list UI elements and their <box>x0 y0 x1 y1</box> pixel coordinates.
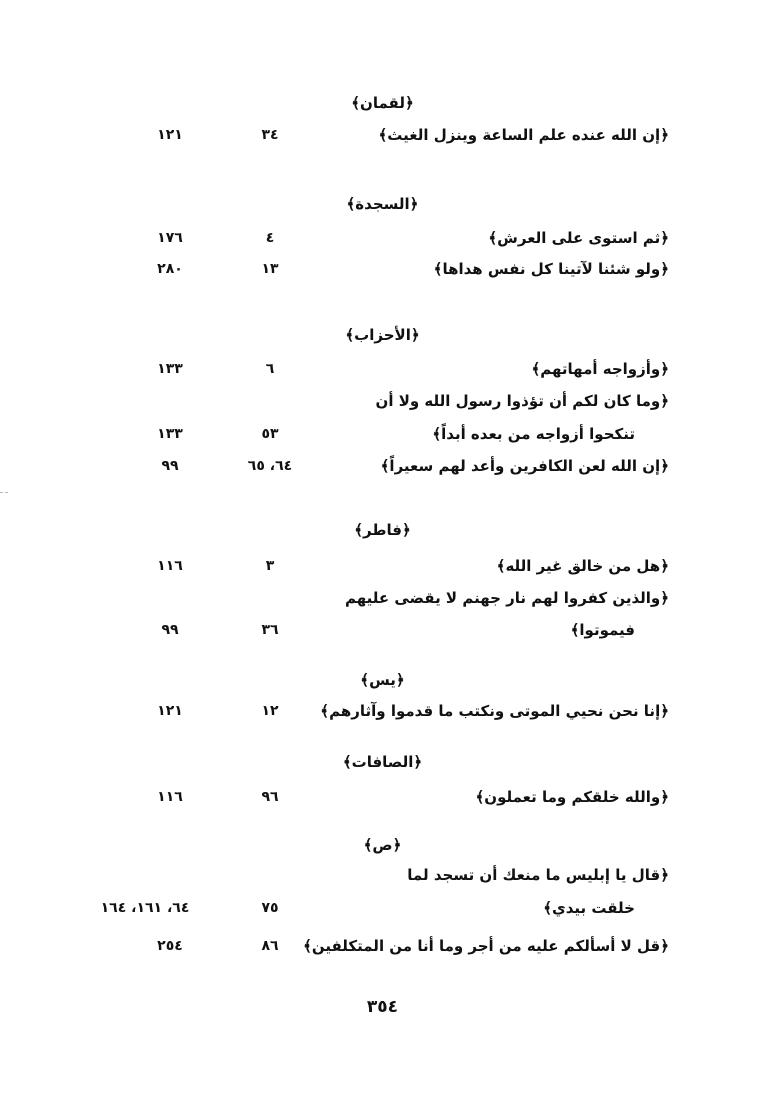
verse-row <box>0 358 765 380</box>
page-reference: ٦٤، ١٦١، ١٦٤ <box>100 900 190 916</box>
page-reference: ١١٦ <box>157 789 183 805</box>
margin-mark <box>0 492 8 493</box>
aya-number: ١٢ <box>261 703 279 719</box>
page-reference: ١٣٣ <box>157 426 183 442</box>
page-reference: ١٣٣ <box>157 361 183 377</box>
aya-number: ٤ <box>265 230 275 246</box>
surah-heading: ﴿يس﴾ <box>360 671 405 689</box>
verse-row <box>0 935 765 957</box>
verse-text-continuation: خلقت بيدي﴾ <box>543 899 635 917</box>
verse-text: ﴿والله خلقكم وما تعملون﴾ <box>475 788 669 806</box>
verse-row <box>0 227 765 249</box>
page-reference: ١٧٦ <box>157 230 183 246</box>
verse-row <box>0 455 765 477</box>
page-reference: ٩٩ <box>161 458 179 474</box>
verse-text: ﴿وما كان لكم أن تؤذوا رسول الله ولا أن <box>375 392 669 410</box>
surah-heading: ﴿الأحزاب﴾ <box>345 326 420 344</box>
verse-text-continuation: تنكحوا أزواجه من بعده أبداً﴾ <box>432 425 635 443</box>
surah-heading: ﴿السجدة﴾ <box>346 195 419 213</box>
verse-text-continuation: فيموتوا﴾ <box>570 621 635 639</box>
verse-row <box>0 124 765 146</box>
aya-number: ١٣ <box>261 261 279 277</box>
aya-number: ٣ <box>265 558 275 574</box>
verse-text: ﴿إن الله لعن الكافرين وأعد لهم سعيراً﴾ <box>380 457 669 475</box>
page-reference: ٢٨٠ <box>157 261 183 277</box>
aya-number: ٣٤ <box>261 127 279 143</box>
aya-number: ٣٦ <box>261 622 279 638</box>
page-reference: ١١٦ <box>157 558 183 574</box>
page-reference: ١٢١ <box>157 127 183 143</box>
aya-number: ٩٦ <box>261 789 279 805</box>
surah-heading: ﴿ص﴾ <box>363 836 402 854</box>
aya-number: ٥٣ <box>261 426 279 442</box>
verse-text: ﴿ولو شئنا لآتينا كل نفس هداها﴾ <box>433 260 669 278</box>
verse-row <box>0 786 765 808</box>
surah-heading: ﴿فاطر﴾ <box>354 521 411 539</box>
verse-text: ﴿هل من خالق غير الله﴾ <box>496 557 669 575</box>
verse-row <box>0 423 765 445</box>
verse-text: ﴿وأزواجه أمهاتهم﴾ <box>531 360 669 378</box>
verse-row <box>0 555 765 577</box>
verse-row <box>0 258 765 280</box>
verse-text: ﴿ثم استوى على العرش﴾ <box>488 229 669 247</box>
verse-row <box>0 587 765 609</box>
verse-row <box>0 897 765 919</box>
surah-heading: ﴿الصافات﴾ <box>342 753 423 771</box>
verse-text: ﴿إنا نحن نحيي الموتى ونكتب ما قدموا وآثارهم﴾ <box>320 702 669 720</box>
page-reference: ١٢١ <box>157 703 183 719</box>
verse-text: ﴿والذين كفروا لهم نار جهنم لا يقضى عليهم <box>344 589 669 607</box>
surah-heading: ﴿لقمان﴾ <box>351 94 414 112</box>
aya-number: ٦ <box>265 361 275 377</box>
verse-row <box>0 700 765 722</box>
aya-number: ٨٦ <box>261 938 279 954</box>
verse-text: ﴿قال يا إبليس ما منعك أن تسجد لما <box>407 866 669 884</box>
verse-row <box>0 390 765 412</box>
verse-text: ﴿قل لا أسألكم عليه من أجر وما أنا من المتكلفين﴾ <box>303 937 669 955</box>
verse-row <box>0 619 765 641</box>
page-reference: ٢٥٤ <box>157 938 183 954</box>
page-reference: ٩٩ <box>161 622 179 638</box>
verse-row <box>0 864 765 886</box>
page-number: ٣٥٤ <box>366 997 399 1017</box>
aya-number: ٦٤، ٦٥ <box>247 458 293 474</box>
verse-text: ﴿إن الله عنده علم الساعة وينزل الغيث﴾ <box>378 126 669 144</box>
aya-number: ٧٥ <box>261 900 279 916</box>
